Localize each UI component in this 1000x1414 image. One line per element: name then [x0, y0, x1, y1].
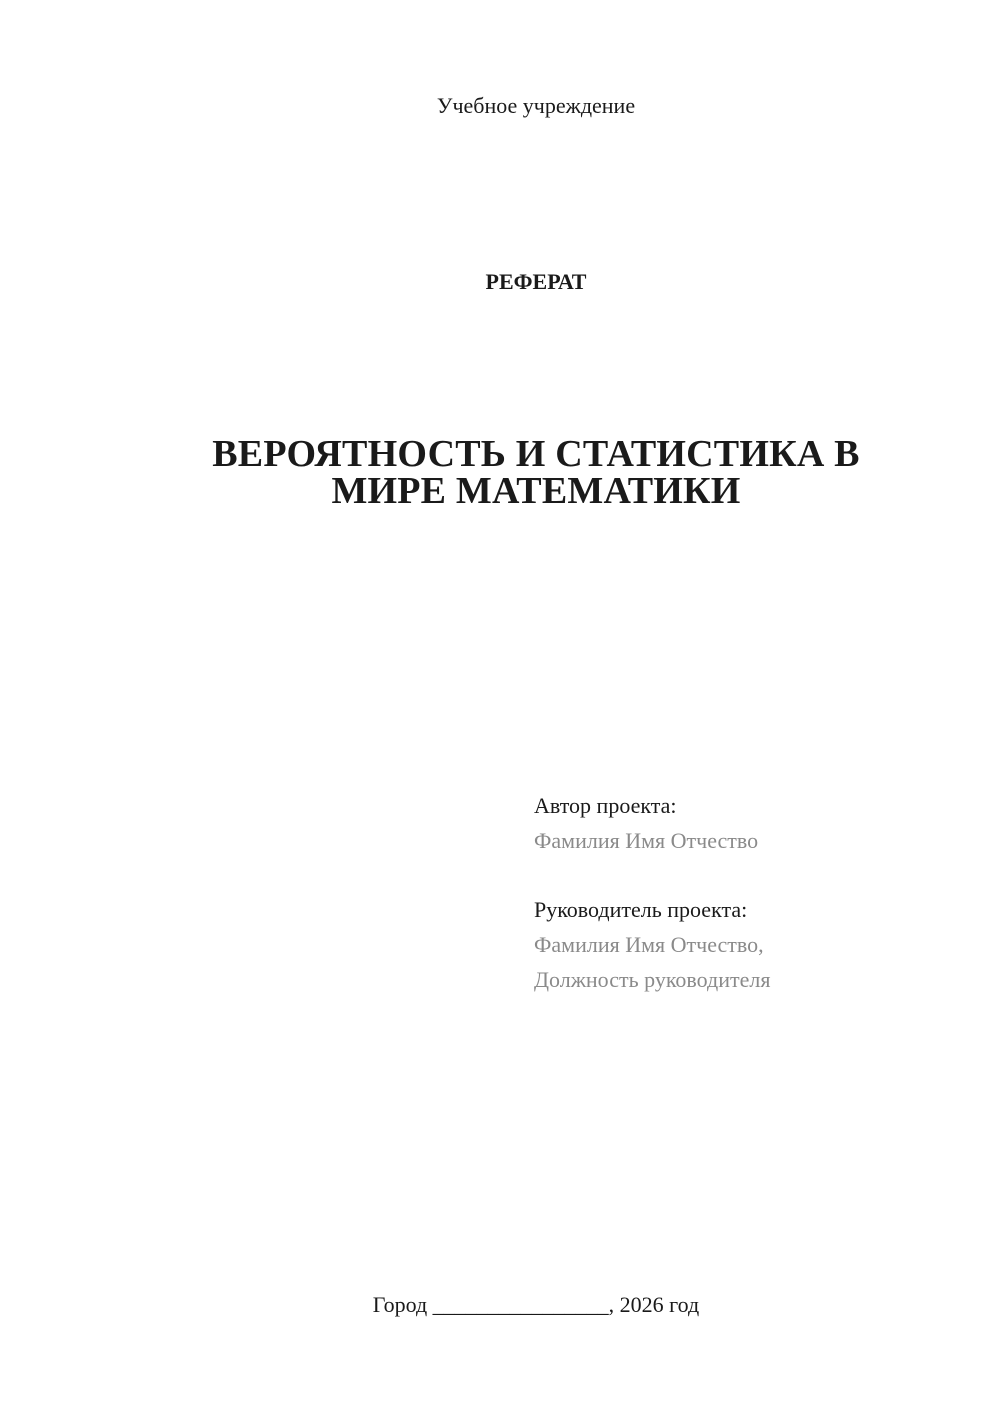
supervisor-label: Руководитель проекта: [534, 897, 748, 922]
city-year-line: Город ________________, 2026 год [372, 1292, 700, 1317]
author-label: Автор проекта: [534, 793, 677, 818]
document-type: РЕФЕРАТ [485, 269, 587, 294]
document-title [186, 433, 886, 512]
supervisor-name: Фамилия Имя Отчество, [534, 932, 764, 957]
author-name: Фамилия Имя Отчество [534, 828, 759, 853]
institution-name: Учебное учреждение [436, 93, 636, 118]
document-title-line-1: ВЕРОЯТНОСТЬ И СТАТИСТИКА В [212, 433, 860, 475]
project-info [534, 788, 974, 997]
spacer [534, 858, 974, 892]
document-title-line-2: МИРЕ МАТЕМАТИКИ [331, 470, 741, 512]
supervisor-position: Должность руководителя [534, 967, 771, 992]
